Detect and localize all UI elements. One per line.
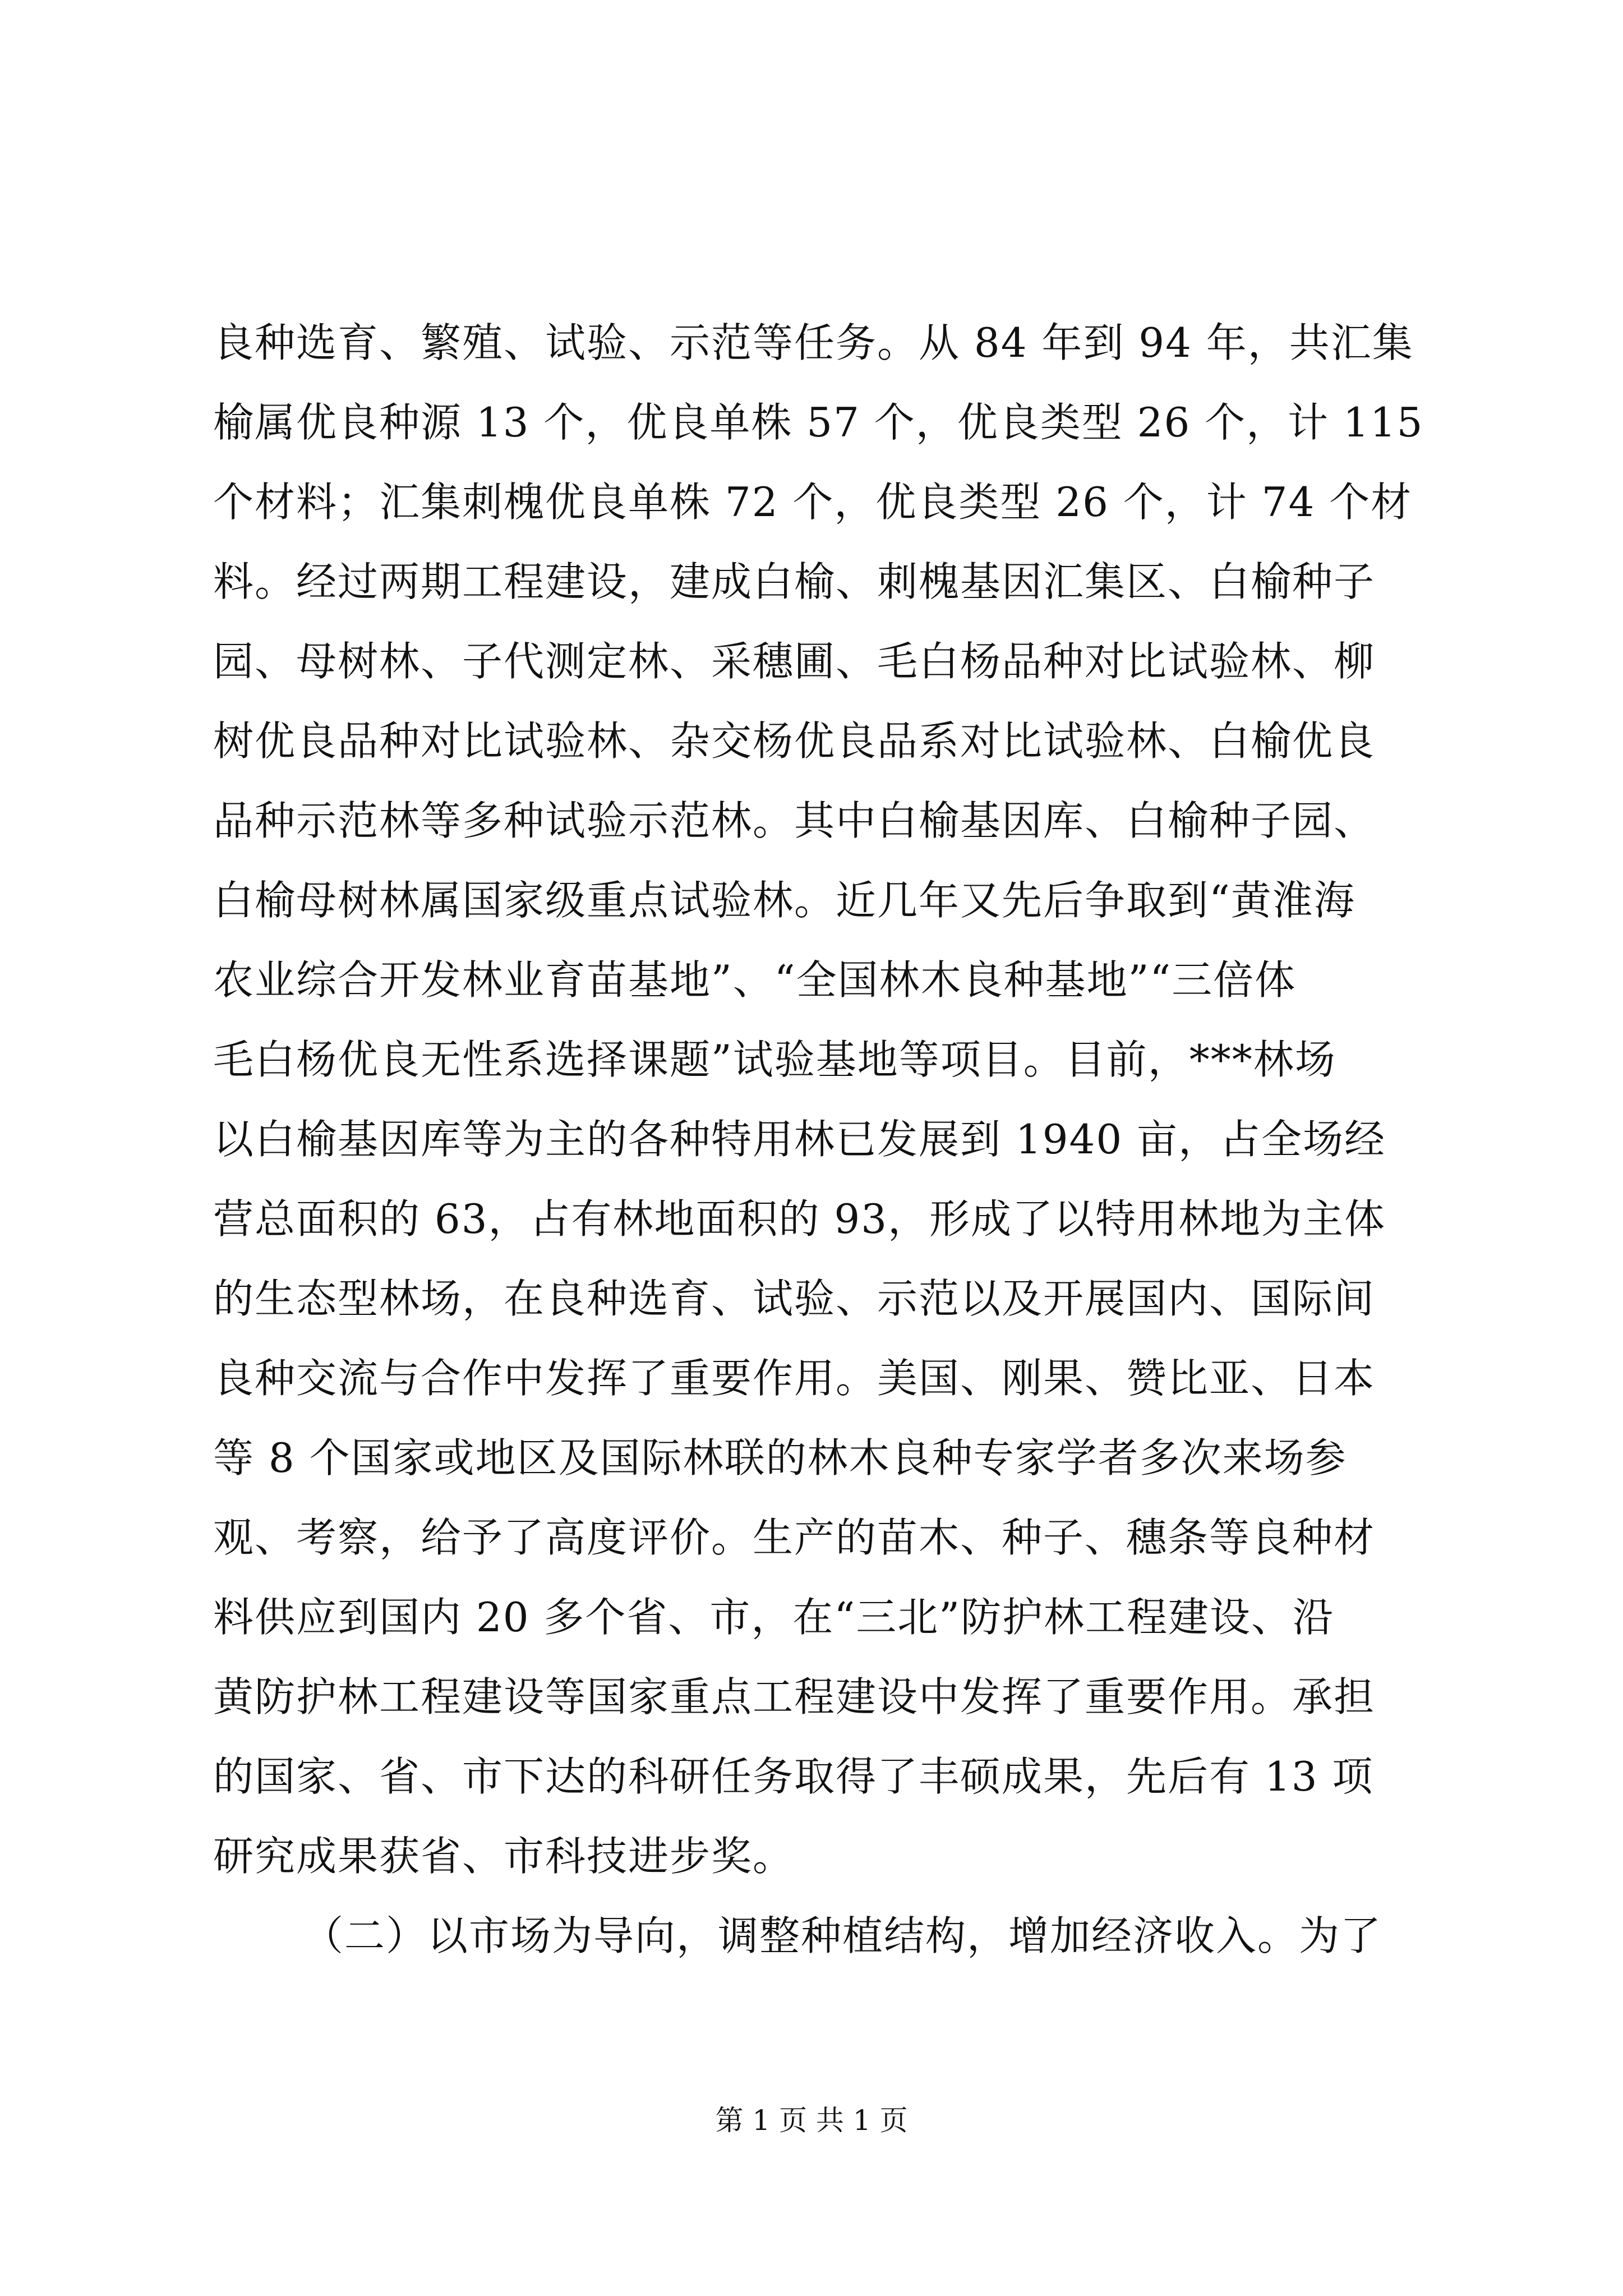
page-footer: 第 1 页 共 1 页 [715,2104,908,2137]
text-line: 料。经过两期工程建设，建成白榆、刺槐基因汇集区、白榆种子 [213,558,1376,605]
document-body [213,303,1424,1976]
text-line: 树优良品种对比试验林、杂交杨优良品系对比试验林、白榆优良 [213,717,1376,765]
text-line: 农业综合开发林业育苗基地”、“全国林木良种基地”“三倍体 [213,956,1297,1004]
text-line: 黄防护林工程建设等国家重点工程建设中发挥了重要作用。承担 [213,1673,1376,1720]
text-line: 以白榆基因库等为主的各种特用林已发展到 1940 亩，占全场经 [213,1116,1386,1163]
section-heading-line: （二）以市场为导向，调整种植结构，增加经济收入。为了 [303,1912,1382,1959]
text-line: 良种选育、繁殖、试验、示范等任务。从 84 年到 94 年，共汇集 [213,319,1414,366]
text-line: 品种示范林等多种试验示范林。其中白榆基因库、白榆种子园、 [213,797,1376,844]
text-line: 毛白杨优良无性系选择课题”试验基地等项目。目前，***林场 [213,1036,1336,1083]
text-line: 白榆母树林属国家级重点试验林。近几年又先后争取到“黄淮海 [213,877,1355,924]
text-line: 等 8 个国家或地区及国际林联的林木良种专家学者多次来场参 [213,1434,1347,1481]
text-line: 的生态型林场，在良种选育、试验、示范以及开展国内、国际间 [213,1275,1376,1322]
text-line: 观、考察，给予了高度评价。生产的苗木、种子、穗条等良种材 [213,1514,1376,1561]
text-line: 研究成果获省、市科技进步奖。 [213,1833,795,1880]
text-line: 料供应到国内 20 多个省、市，在“三北”防护林工程建设、沿 [213,1594,1335,1641]
text-line: 个材料；汇集刺槐优良单株 72 个，优良类型 26 个，计 74 个材 [213,478,1413,526]
text-line: 榆属优良种源 13 个，优良单株 57 个，优良类型 26 个，计 115 [213,399,1424,446]
text-line: 园、母树林、子代测定林、采穗圃、毛白杨品种对比试验林、柳 [213,638,1376,685]
text-line: 的国家、省、市下达的科研任务取得了丰硕成果，先后有 13 项 [213,1753,1374,1800]
text-line: 良种交流与合作中发挥了重要作用。美国、刚果、赞比亚、日本 [213,1355,1376,1402]
text-line: 营总面积的 63，占有林地面积的 93，形成了以特用林地为主体 [213,1195,1386,1243]
